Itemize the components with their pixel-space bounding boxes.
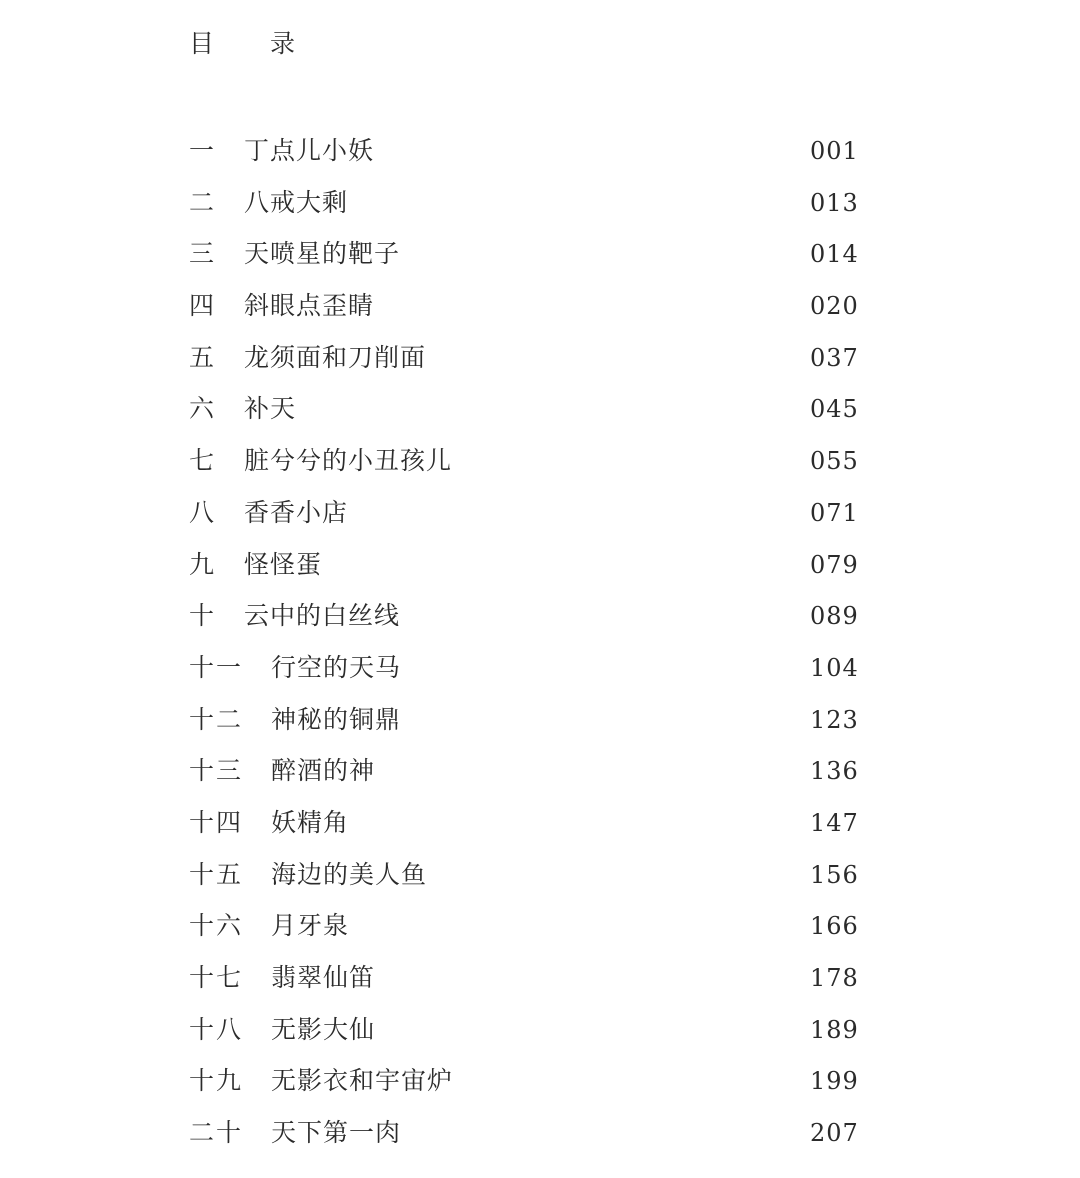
chapter-title: 丁点儿小妖 <box>244 136 375 165</box>
page-number: 166 <box>810 912 859 941</box>
page-number: 089 <box>810 602 859 631</box>
toc-entry[interactable] <box>0 900 1080 952</box>
chapter-title: 怪怪蛋 <box>244 549 323 579</box>
page-number: 104 <box>810 653 859 682</box>
page-number: 136 <box>810 757 859 786</box>
toc-entry[interactable] <box>0 332 1080 384</box>
chapter-title: 补天 <box>244 394 297 424</box>
chapter-number: 八 <box>189 497 217 527</box>
chapter-title: 八戒大剩 <box>244 187 349 217</box>
page-number: 013 <box>810 188 859 217</box>
chapter-number: 十一 <box>189 652 244 682</box>
page-number: 156 <box>810 860 859 889</box>
chapter-title: 天喷星的靶子 <box>244 239 401 269</box>
chapter-number: 十七 <box>189 963 244 992</box>
page-number: 001 <box>810 137 859 165</box>
chapter-title: 神秘的铜鼎 <box>271 704 402 734</box>
chapter-title: 香香小店 <box>244 497 349 527</box>
chapter-title: 行空的天马 <box>271 652 402 682</box>
chapter-title: 无影大仙 <box>271 1014 376 1044</box>
chapter-title: 妖精角 <box>271 807 350 837</box>
chapter-number: 二十 <box>189 1118 244 1148</box>
toc-entry[interactable] <box>0 642 1080 694</box>
chapter-number: 十五 <box>189 859 244 889</box>
toc-entry[interactable] <box>0 383 1080 435</box>
page-number: 071 <box>810 498 859 527</box>
chapter-number: 七 <box>189 446 217 476</box>
toc-entry[interactable] <box>0 1107 1080 1159</box>
page-number: 123 <box>810 705 859 734</box>
chapter-number: 十四 <box>189 807 244 837</box>
toc-entry[interactable] <box>0 228 1080 280</box>
chapter-number: 三 <box>189 239 217 269</box>
chapter-number: 二 <box>189 187 217 217</box>
toc-entry[interactable] <box>0 435 1080 487</box>
page-number: 020 <box>810 292 859 321</box>
chapter-number: 十二 <box>189 704 244 734</box>
chapter-number: 五 <box>189 342 217 372</box>
chapter-title: 无影衣和宇宙炉 <box>271 1066 454 1096</box>
page-number: 147 <box>810 808 859 837</box>
chapter-title: 龙须面和刀削面 <box>244 342 427 372</box>
page-number: 014 <box>810 240 859 269</box>
page-number: 037 <box>810 343 859 372</box>
table-of-contents <box>0 125 1080 1159</box>
toc-entry[interactable] <box>0 125 1080 177</box>
chapter-title: 脏兮兮的小丑孩儿 <box>244 446 453 476</box>
chapter-title: 醉酒的神 <box>271 756 376 786</box>
chapter-number: 一 <box>189 136 217 165</box>
chapter-number: 六 <box>189 394 217 424</box>
page-number: 079 <box>810 550 859 579</box>
toc-entry[interactable] <box>0 849 1080 901</box>
toc-entry[interactable] <box>0 539 1080 591</box>
chapter-number: 十三 <box>189 756 244 786</box>
toc-entry[interactable] <box>0 1004 1080 1056</box>
toc-entry[interactable] <box>0 590 1080 642</box>
page-number: 055 <box>810 447 859 476</box>
toc-entry[interactable] <box>0 745 1080 797</box>
chapter-title: 斜眼点歪睛 <box>244 291 375 321</box>
page-number: 189 <box>810 1015 859 1044</box>
toc-entry[interactable] <box>0 694 1080 746</box>
page-number: 178 <box>810 964 859 992</box>
page-number: 045 <box>810 395 859 424</box>
toc-entry[interactable] <box>0 177 1080 229</box>
chapter-number: 十九 <box>189 1066 244 1096</box>
toc-entry[interactable] <box>0 952 1080 1004</box>
chapter-number: 十八 <box>189 1014 244 1044</box>
toc-entry[interactable] <box>0 280 1080 332</box>
page-number: 199 <box>810 1067 859 1096</box>
chapter-title: 云中的白丝线 <box>244 601 401 631</box>
page-title: 目 录 <box>189 29 319 58</box>
toc-entry[interactable] <box>0 797 1080 849</box>
chapter-title: 天下第一肉 <box>271 1118 402 1148</box>
chapter-number: 九 <box>189 549 217 579</box>
toc-entry[interactable] <box>0 1055 1080 1107</box>
chapter-title: 海边的美人鱼 <box>271 859 428 889</box>
page-number: 207 <box>810 1119 859 1148</box>
chapter-title: 月牙泉 <box>271 911 350 941</box>
toc-entry[interactable] <box>0 487 1080 539</box>
chapter-number: 四 <box>189 291 217 321</box>
chapter-number: 十 <box>189 601 217 631</box>
chapter-title: 翡翠仙笛 <box>271 963 376 992</box>
chapter-number: 十六 <box>189 911 244 941</box>
